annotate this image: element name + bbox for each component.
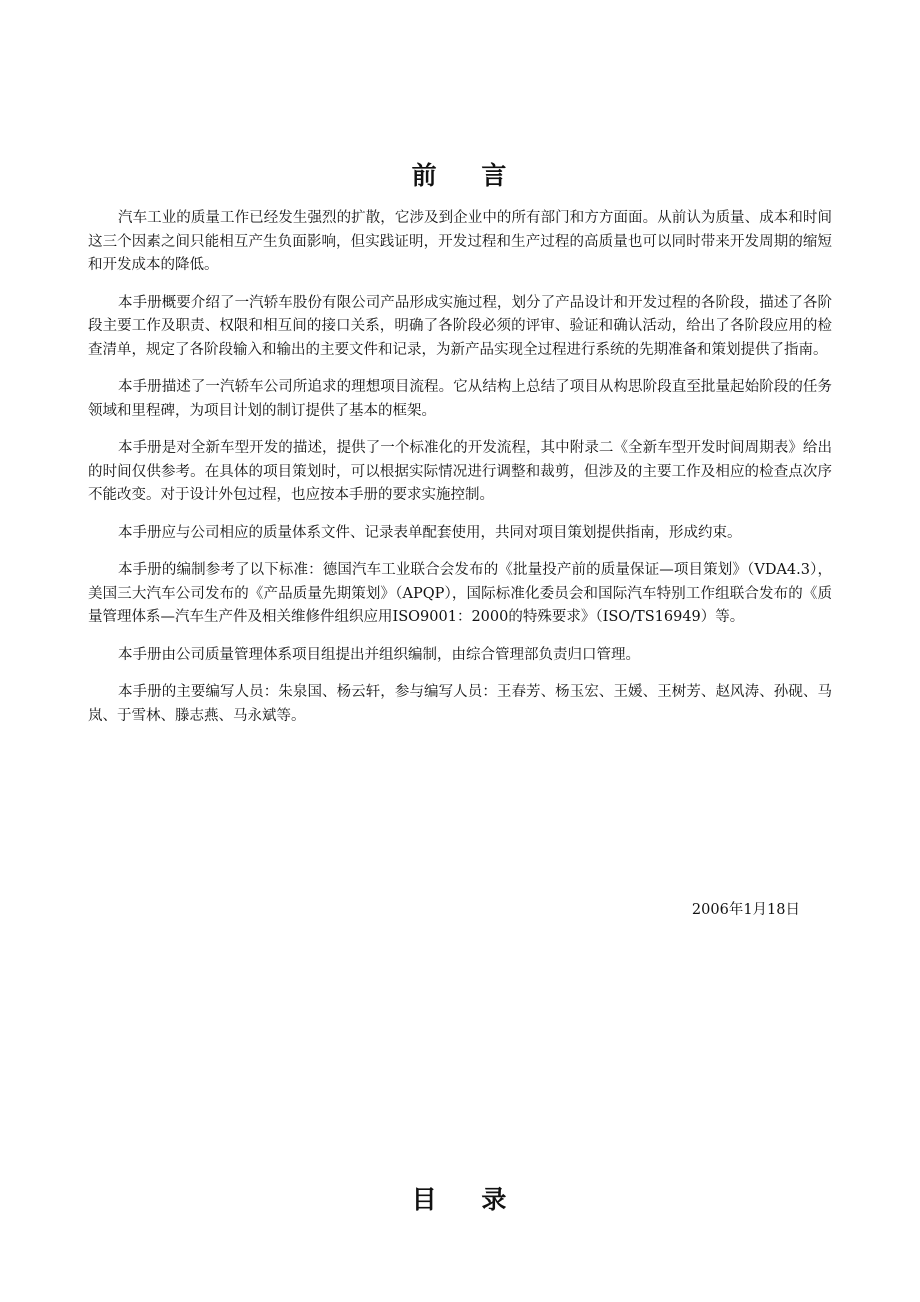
paragraph: 本手册的编制参考了以下标准：德国汽车工业联合会发布的《批量投产前的质量保证—项目策划》（VDA4.3），美国三大汽车公司发布的《产品质量先期策划》（APQP），国际标准化委员会和国际汽车特别工作组联合发布的《质量管理体系—汽车生产件及相关维修件组织应用ISO9001：2000的特殊要求》（ISO/TS16949）等。 <box>88 562 832 625</box>
paragraph: 本手册概要介绍了一汽轿车股份有限公司产品形成实施过程，划分了产品设计和开发过程的各阶段，描述了各阶段主要工作及职责、权限和相互间的接口关系，明确了各阶段必须的评审、验证和确认活动，给出了各阶段应用的检查清单，规定了各阶段输入和输出的主要文件和记录，为新产品实现全过程进行系统的先期准备和策划提供了指南。 <box>88 294 832 358</box>
preface-title: 前 言 <box>411 161 509 190</box>
preface-date: 2006年1月18日 <box>691 902 800 918</box>
paragraph: 本手册应与公司相应的质量体系文件、记录表单配套使用，共同对项目策划提供指南，形成约束。 <box>118 524 742 541</box>
paragraph: 本手册的主要编写人员：朱泉国、杨云轩，参与编写人员：王春芳、杨玉宏、王媛、王树芳、赵风涛、孙砚、马岚、于雪林、滕志燕、马永斌等。 <box>88 684 832 724</box>
paragraph: 本手册是对全新车型开发的描述，提供了一个标准化的开发流程，其中附录二《全新车型开发时间周期表》给出的时间仅供参考。在具体的项目策划时，可以根据实际情况进行调整和裁剪，但涉及的主要工作及相应的检查点次序不能改变。对于设计外包过程，也应按本手册的要求实施控制。 <box>88 440 832 503</box>
paragraph: 本手册描述了一汽轿车公司所追求的理想项目流程。它从结构上总结了项目从构思阶段直至批量起始阶段的任务领域和里程碑，为项目计划的制订提供了基本的框架。 <box>88 379 832 419</box>
preface-body <box>88 207 832 742</box>
contents-title: 目 录 <box>411 1185 509 1214</box>
paragraph: 汽车工业的质量工作已经发生强烈的扩散，它涉及到企业中的所有部门和方方面面。从前认为质量、成本和时间这三个因素之间只能相互产生负面影响，但实践证明，开发过程和生产过程的高质量也可以同时带来开发周期的缩短和开发成本的降低。 <box>88 210 832 273</box>
paragraph: 本手册由公司质量管理体系项目组提出并组织编制，由综合管理部负责归口管理。 <box>118 646 640 663</box>
